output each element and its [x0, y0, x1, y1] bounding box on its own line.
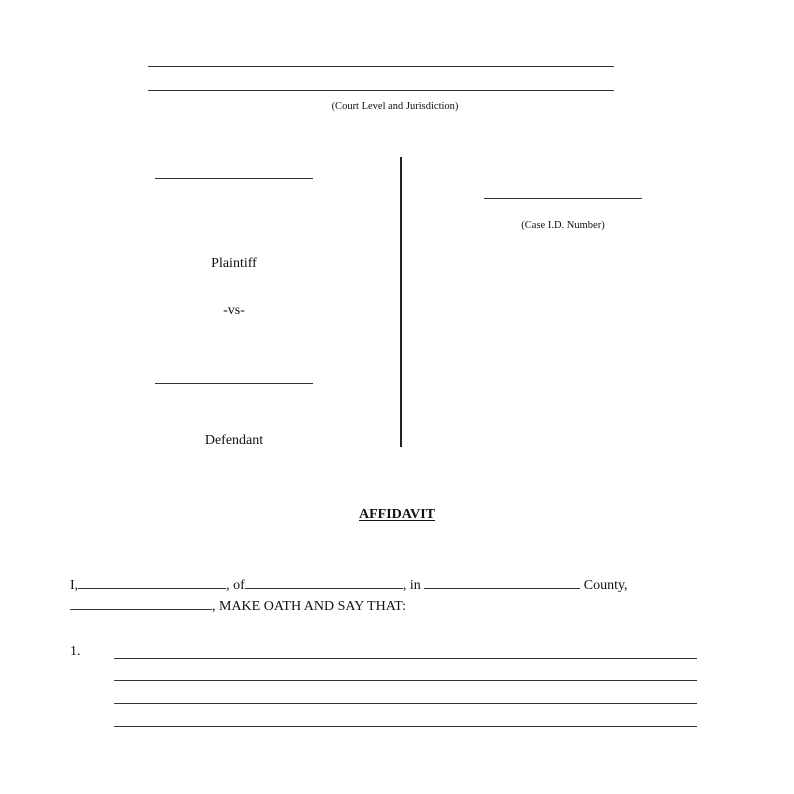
statement-1-line-3[interactable] [114, 703, 697, 704]
document-title: AFFIDAVIT [359, 507, 435, 522]
deponent-city-field[interactable] [245, 577, 403, 589]
oath-county-label: County, [583, 578, 628, 593]
oath-line-2 [70, 598, 406, 615]
caption-divider [400, 157, 402, 447]
statement-1-line-1[interactable] [114, 658, 697, 659]
case-id-line[interactable] [484, 198, 642, 199]
oath-make-oath-label: , MAKE OATH AND SAY THAT: [212, 599, 407, 614]
oath-in-label: , in [402, 578, 421, 593]
case-id-caption: (Case I.D. Number) [521, 220, 605, 231]
state-name-field[interactable] [70, 598, 212, 610]
oath-of-label: , of [226, 578, 245, 593]
statement-1-number: 1. [70, 644, 81, 659]
court-name-line-2[interactable] [148, 90, 614, 91]
statement-1-line-4[interactable] [114, 726, 697, 727]
defendant-label: Defendant [204, 433, 264, 448]
deponent-name-field[interactable] [78, 577, 226, 589]
plaintiff-label: Plaintiff [211, 256, 257, 271]
county-name-field[interactable] [424, 577, 580, 589]
oath-prefix: I, [70, 578, 79, 593]
statement-1-line-2[interactable] [114, 680, 697, 681]
court-level-caption: (Court Level and Jurisdiction) [331, 101, 459, 112]
versus-label: -vs- [223, 303, 245, 318]
oath-line-1 [70, 577, 628, 594]
court-name-line-1[interactable] [148, 66, 614, 67]
defendant-name-line[interactable] [155, 383, 313, 384]
plaintiff-name-line[interactable] [155, 178, 313, 179]
